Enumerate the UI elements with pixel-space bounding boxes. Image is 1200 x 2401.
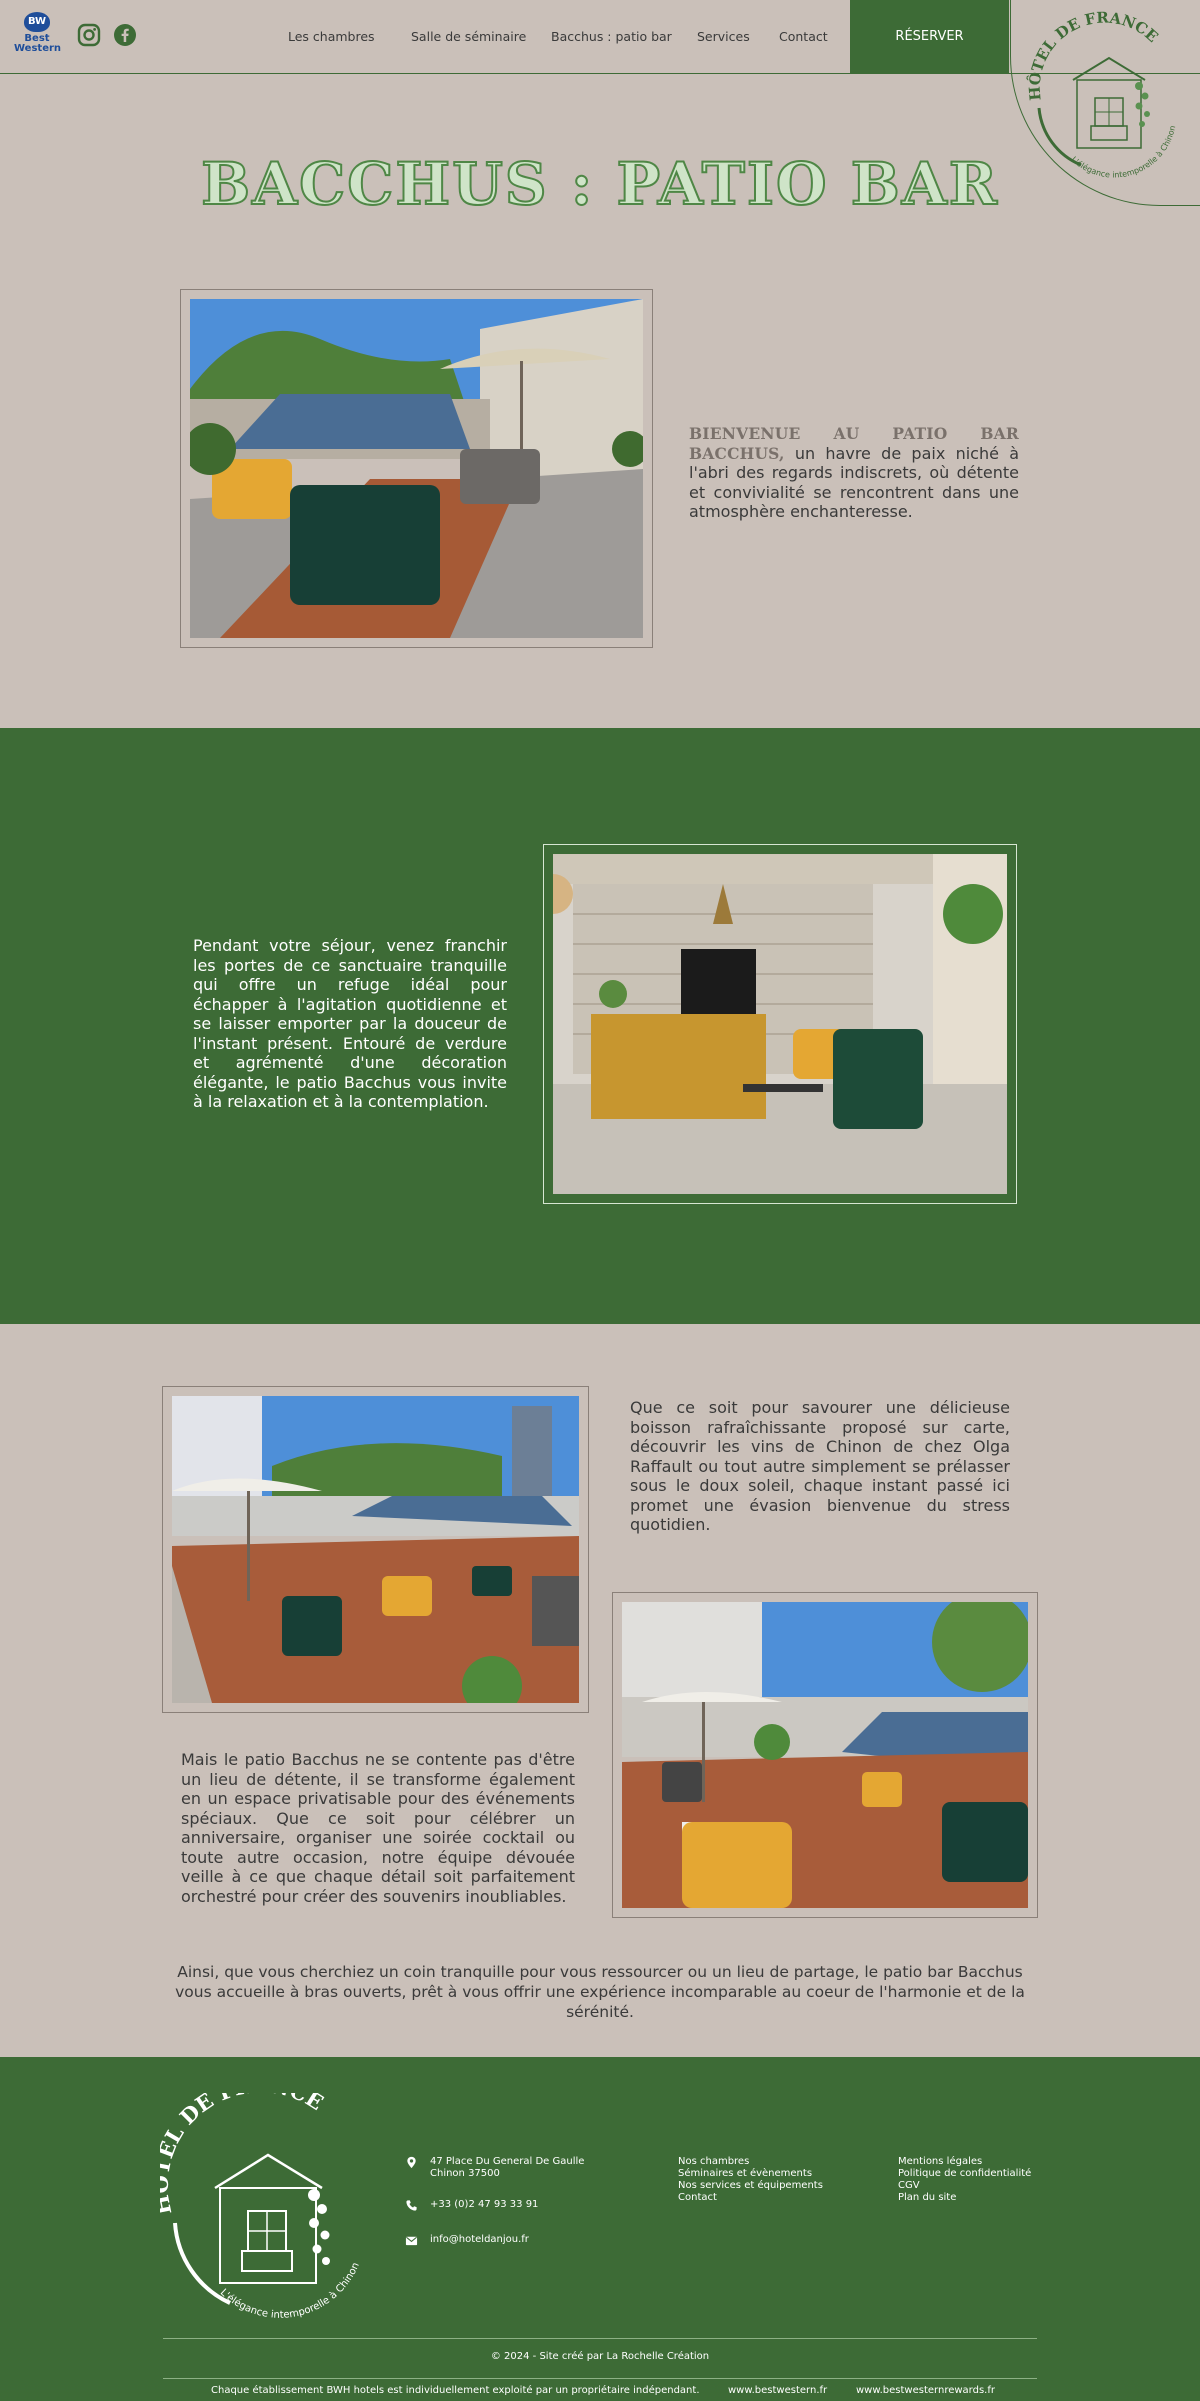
bw-line2: Western <box>14 43 62 54</box>
closing-text: Ainsi, que vous cherchiez un coin tranquille pour vous ressourcer ou un lieu de partage, le patio bar Bacchus vous accueille à bras ouverts, prêt à vous offrir une expérience incomparable au coeur de l'harmonie et de la sérénité. <box>175 1963 1025 2021</box>
patio-photo-1 <box>190 299 643 638</box>
reserve-button[interactable]: RÉSERVER <box>850 0 1009 74</box>
nav-contact[interactable]: Contact <box>779 29 828 44</box>
page-title: BACCHUS : PATIO BAR <box>201 150 999 218</box>
bar-photo <box>553 854 1007 1194</box>
patio-photo-2 <box>172 1396 579 1703</box>
svg-text:L'élégance intemporelle à Chin <box>218 2261 362 2318</box>
footer-link-cgv[interactable]: CGV <box>898 2180 920 2191</box>
footer-link-mentions[interactable]: Mentions légales <box>898 2156 983 2167</box>
mail-icon <box>405 2234 418 2247</box>
corner-logo-name: HÔTEL DE FRANCE <box>1025 8 1162 102</box>
nav-chambres[interactable]: Les chambres <box>288 29 375 44</box>
footer-links-col1 <box>678 2156 823 2204</box>
footer-link-services[interactable]: Nos services et équipements <box>678 2180 823 2191</box>
corner-logo-tagline: L'élégance intemporelle à Chinon <box>1069 124 1178 180</box>
section1-lead: BIENVENUE AU PATIO BAR BACCHUS, <box>689 424 1019 463</box>
footer-disclaimer: Chaque établissement BWH hotels est individuellement exploité par un propriétaire indépendant. <box>211 2385 700 2396</box>
footer-link-confidentialite[interactable]: Politique de confidentialité <box>898 2168 1032 2179</box>
best-western-logo[interactable] <box>14 12 60 60</box>
location-pin-icon <box>405 2156 418 2169</box>
nav-services[interactable]: Services <box>697 29 750 44</box>
email-address: info@hoteldanjou.fr <box>430 2234 529 2245</box>
footer-divider-bottom <box>163 2378 1037 2379</box>
phone-icon <box>405 2199 418 2212</box>
patio-photo-frame-3 <box>612 1592 1038 1918</box>
instagram-icon[interactable] <box>77 23 101 47</box>
section3-top-text: Que ce soit pour savourer une délicieuse boisson rafraîchissante proposé sur carte, découvrir les vins de Chinon de chez Olga Raffault ou tout autre simplement se prélasser sous le doux soleil, chaque instant passé ici promet une évasion bienvenue du stress quotidien. <box>630 1398 1010 1534</box>
footer-site-rewards[interactable]: www.bestwesternrewards.fr <box>856 2385 995 2396</box>
section2-text: Pendant votre séjour, venez franchir les portes de ce sanctuaire tranquille qui offre un refuge idéal pour échapper à l'agitation quotidienne et se laisser emporter par la douceur de l'instant présent. Entouré de verdure et agrémenté d'une décoration élégante, le patio Bacchus vous invite à la relaxation et à la contemplation. <box>193 936 507 1111</box>
footer-logo[interactable] <box>160 2093 375 2318</box>
hotel-de-france-logo-icon <box>160 2093 375 2318</box>
address-line1: 47 Place Du General De Gaulle <box>430 2156 585 2167</box>
footer-links-col2 <box>898 2156 1031 2204</box>
footer-logo-tagline: L'élégance intemporelle à Chinon <box>217 2261 362 2318</box>
footer-link-plan[interactable]: Plan du site <box>898 2192 957 2203</box>
site-footer <box>0 2057 1200 2401</box>
footer-link-contact[interactable]: Contact <box>678 2192 717 2203</box>
patio-photo-frame-1 <box>180 289 653 648</box>
bar-photo-frame <box>543 844 1017 1204</box>
nav-patio-bar[interactable]: Bacchus : patio bar <box>551 29 672 44</box>
bw-line1: Best <box>24 33 50 44</box>
nav-seminaire[interactable]: Salle de séminaire <box>411 29 527 44</box>
copyright-text: © 2024 - Site créé par La Rochelle Création <box>490 2351 710 2362</box>
phone-number: +33 (0)2 47 93 33 91 <box>430 2199 539 2210</box>
footer-logo-name: L DE E <box>160 2093 328 2148</box>
section1-body: un havre de paix niché à l'abri des regards indiscrets, où détente et convivialité se rencontrent dans une atmosphère enchanteresse. <box>689 443 1019 521</box>
patio-photo-3 <box>622 1602 1028 1908</box>
footer-link-seminaires[interactable]: Séminaires et évènements <box>678 2168 813 2179</box>
footer-link-chambres[interactable]: Nos chambres <box>678 2156 750 2167</box>
bw-badge: BW <box>24 12 50 32</box>
section3-bottom-text: Mais le patio Bacchus ne se contente pas d'être un lieu de détente, il se transforme également en un espace privatisable pour des événements spéciaux. Que ce soit pour célébrer un anniversaire, organiser une soirée cocktail ou toute autre occasion, notre équipe dévouée veille à ce que chaque détail soit parfaitement orchestré pour créer des souvenirs inoubliables. <box>181 1750 575 1906</box>
patio-photo-frame-2 <box>162 1386 589 1713</box>
facebook-icon[interactable] <box>113 23 137 47</box>
address-line2: Chinon 37500 <box>430 2168 500 2179</box>
footer-divider-top <box>163 2338 1037 2339</box>
footer-site-bestwestern[interactable]: www.bestwestern.fr <box>728 2385 828 2396</box>
section1-text <box>689 424 1019 522</box>
svg-text:HÔTEL DE FRANCE <box>160 2093 328 2217</box>
